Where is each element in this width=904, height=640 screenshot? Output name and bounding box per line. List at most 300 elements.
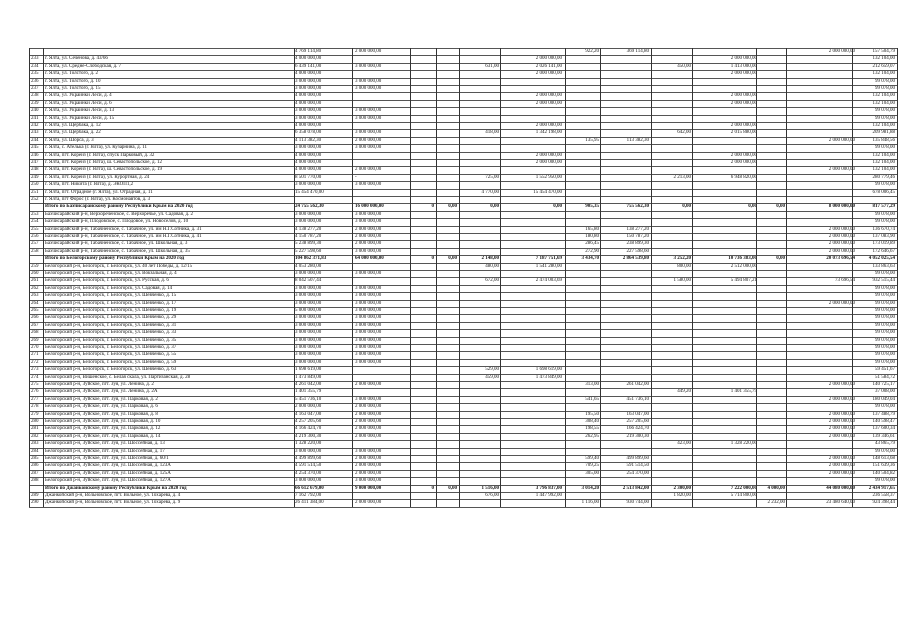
cell-c6 bbox=[436, 122, 458, 129]
table-row bbox=[0, 270, 904, 277]
cell-c5 bbox=[410, 100, 435, 107]
cell-c14 bbox=[786, 181, 856, 188]
cell-c14 bbox=[786, 92, 856, 99]
cell-c13 bbox=[756, 107, 786, 114]
cell-c5 bbox=[410, 314, 435, 321]
cell-c11: 800,00 bbox=[677, 263, 691, 269]
cell-c15: 132 104,00 bbox=[872, 71, 895, 77]
cell-c9 bbox=[566, 100, 600, 107]
cell-c4: 2 000 000,00 bbox=[355, 226, 382, 232]
cell-c8 bbox=[500, 344, 563, 351]
cell-n: 256 bbox=[31, 234, 39, 239]
cell-c15: 132 104,00 bbox=[872, 100, 895, 106]
cell-c15: 99 078,00 bbox=[875, 108, 895, 114]
cell-c5 bbox=[410, 218, 435, 225]
row-divider bbox=[29, 263, 897, 264]
cell-c9 bbox=[566, 115, 600, 122]
cell-n: 247 bbox=[31, 160, 39, 165]
row-divider bbox=[29, 425, 897, 426]
cell-c12: 1 328 220,00 bbox=[730, 441, 757, 447]
cell-c5 bbox=[410, 470, 435, 477]
cell-c7 bbox=[460, 381, 500, 388]
cell-c3: 4 000 000,00 bbox=[295, 123, 322, 128]
cell-c9 bbox=[566, 292, 600, 299]
cell-c3: 1 328 220,00 bbox=[295, 441, 322, 447]
cell-c14: 2 000 000,00 bbox=[828, 49, 855, 54]
cell-n: 266 bbox=[31, 315, 39, 321]
table-row bbox=[0, 189, 904, 196]
cell-c15: 932 515,44 bbox=[872, 278, 895, 284]
cell-c15: 136 670,74 bbox=[872, 226, 895, 232]
cell-c8: 2 000 000,00 bbox=[535, 123, 562, 128]
cell-c9: 262,95 bbox=[585, 433, 599, 439]
cell-c14 bbox=[786, 100, 856, 107]
cell-c6 bbox=[436, 115, 458, 122]
cell-c11 bbox=[652, 448, 692, 455]
cell-c12 bbox=[692, 344, 758, 351]
cell-c8 bbox=[500, 48, 563, 55]
table-row bbox=[0, 307, 904, 314]
cell-c4: 3 000 000,00 bbox=[355, 285, 382, 291]
cell-c12 bbox=[692, 425, 758, 432]
cell-c6 bbox=[436, 359, 458, 366]
cell-c10 bbox=[600, 285, 650, 292]
cell-c13 bbox=[756, 425, 786, 432]
cell-c13 bbox=[756, 307, 786, 314]
row-divider bbox=[29, 507, 897, 508]
subtotal-row bbox=[0, 255, 904, 262]
cell-c5 bbox=[410, 292, 435, 299]
cell-n: 244 bbox=[31, 137, 39, 143]
cell-c4 bbox=[354, 100, 410, 107]
cell-n: 236 bbox=[31, 78, 39, 84]
cell-c15: 99 078,00 bbox=[875, 448, 895, 454]
cell-c10 bbox=[600, 159, 650, 166]
cell-c6 bbox=[436, 292, 458, 299]
cell-c13 bbox=[756, 433, 786, 440]
cell-c15: 99 078,00 bbox=[875, 145, 895, 151]
cell-c15: 99 078,00 bbox=[875, 78, 895, 84]
table-row bbox=[0, 144, 904, 151]
cell-c8: 1 541 280,00 bbox=[535, 263, 562, 269]
table-row bbox=[0, 218, 904, 225]
cell-c8: 1 552 950,00 bbox=[535, 174, 562, 180]
column-divider bbox=[756, 48, 757, 507]
table-row bbox=[0, 211, 904, 218]
column-divider bbox=[786, 48, 787, 507]
cell-c10: 2 513 842,00 bbox=[622, 485, 649, 491]
cell-addr: Белогорский р-н, Зуйское, пгт. Зуя, ул. Шоссейная, д. 123А bbox=[45, 463, 171, 469]
cell-c8 bbox=[500, 499, 563, 506]
cell-c3: 4 000 000,00 bbox=[295, 56, 322, 62]
table-row bbox=[0, 70, 904, 77]
cell-c6 bbox=[436, 174, 458, 181]
cell-c11 bbox=[652, 240, 692, 247]
cell-c14: 2 000 000,00 bbox=[828, 248, 855, 254]
cell-c11 bbox=[652, 48, 692, 55]
cell-c5 bbox=[410, 129, 435, 136]
cell-n: 248 bbox=[31, 167, 39, 173]
cell-addr: Белогорский р-н, Зуйское, пгт. Зуя, ул. Парковая, д. 14 bbox=[45, 433, 161, 439]
cell-c14: 2 000 000,00 bbox=[828, 234, 855, 239]
cell-c14 bbox=[786, 388, 856, 395]
cell-c10 bbox=[600, 100, 650, 107]
cell-c6 bbox=[436, 351, 458, 358]
cell-addr: Бахчисарайский р-н, Верхореченское, с. Верхоречье, ул. Садовая, д. 2 bbox=[45, 211, 193, 217]
cell-c12 bbox=[692, 374, 758, 381]
cell-c12: 1 413 000,00 bbox=[730, 63, 757, 69]
cell-c4: 64 000 000,00 bbox=[355, 256, 384, 262]
cell-c6 bbox=[436, 144, 458, 151]
cell-c7 bbox=[460, 159, 500, 166]
table-row bbox=[0, 455, 904, 462]
cell-c13 bbox=[756, 351, 786, 358]
cell-c7 bbox=[460, 307, 500, 314]
cell-c13 bbox=[756, 403, 786, 410]
cell-c6 bbox=[436, 374, 458, 381]
cell-c11 bbox=[652, 344, 692, 351]
cell-c15: 99 078,00 bbox=[875, 330, 895, 336]
cell-c13 bbox=[756, 381, 786, 388]
cell-c15: 99 078,00 bbox=[875, 285, 895, 291]
cell-c13 bbox=[756, 477, 786, 484]
cell-c8 bbox=[500, 470, 563, 477]
table-row bbox=[0, 477, 904, 484]
table-row bbox=[0, 285, 904, 292]
cell-c5 bbox=[410, 233, 435, 240]
cell-c5 bbox=[410, 152, 435, 159]
cell-n bbox=[30, 48, 42, 55]
cell-c5 bbox=[410, 374, 435, 381]
cell-c9 bbox=[566, 107, 600, 114]
cell-n: 235 bbox=[31, 71, 39, 77]
cell-c7 bbox=[460, 218, 500, 225]
cell-c9 bbox=[566, 366, 600, 373]
cell-c10: 138 277,20 bbox=[626, 226, 649, 232]
cell-c3: 6 358 078,00 bbox=[295, 130, 322, 136]
row-divider bbox=[29, 418, 897, 419]
row-divider bbox=[29, 351, 897, 352]
cell-c15: 99 078,00 bbox=[875, 337, 895, 343]
cell-c15: 99 078,00 bbox=[875, 293, 895, 299]
cell-c5 bbox=[410, 388, 435, 395]
cell-c6 bbox=[436, 48, 458, 55]
cell-addr: Белогорский р-н, Зуйское, пгт. Зуя, ул. Парковая, д. 8 bbox=[45, 411, 158, 417]
cell-c5 bbox=[410, 55, 435, 62]
row-divider bbox=[29, 477, 897, 478]
cell-n: 276 bbox=[31, 389, 39, 395]
cell-c11 bbox=[652, 292, 692, 299]
cell-c8 bbox=[500, 329, 563, 336]
cell-c10 bbox=[600, 174, 650, 181]
cell-c14: 23 480 640,00 bbox=[826, 500, 855, 506]
cell-n: 271 bbox=[31, 352, 39, 358]
cell-c14 bbox=[786, 322, 856, 329]
row-divider bbox=[29, 492, 897, 493]
cell-addr: г. Ялта, ул. Сеченова, д. 43/66 bbox=[45, 56, 108, 62]
cell-c3: 4 163 047,00 bbox=[295, 411, 322, 417]
cell-n: 289 bbox=[31, 493, 39, 498]
cell-c6 bbox=[436, 499, 458, 506]
cell-c8 bbox=[500, 477, 563, 484]
cell-addr: Белогорский р-н, Белогорск, г. Белогорск, ул. Шевченко, д. 59 bbox=[45, 359, 177, 365]
cell-c9 bbox=[566, 70, 600, 77]
cell-c11 bbox=[652, 455, 692, 462]
table-row bbox=[0, 107, 904, 114]
cell-c7: 725,00 bbox=[485, 174, 499, 180]
cell-c11 bbox=[652, 115, 692, 122]
cell-c6 bbox=[436, 329, 458, 336]
cell-c15: 51 584,72 bbox=[875, 374, 895, 380]
cell-c4: 3 000 000,00 bbox=[355, 308, 382, 313]
cell-c12 bbox=[692, 351, 758, 358]
cell-c9 bbox=[566, 477, 600, 484]
cell-c7 bbox=[460, 499, 500, 506]
cell-c7: 529,00 bbox=[485, 367, 499, 373]
cell-c8 bbox=[500, 403, 563, 410]
cell-c8 bbox=[500, 448, 563, 455]
column-divider bbox=[852, 48, 853, 507]
cell-c11 bbox=[652, 78, 692, 85]
cell-c15: 132 104,00 bbox=[872, 56, 895, 62]
cell-c5 bbox=[410, 63, 435, 70]
cell-c12 bbox=[692, 462, 758, 469]
cell-c10: 2 864 539,80 bbox=[622, 256, 649, 262]
cell-c10 bbox=[600, 329, 650, 336]
cell-c11: 1 820,00 bbox=[673, 493, 691, 498]
cell-c6 bbox=[436, 70, 458, 77]
cell-c11 bbox=[652, 166, 692, 173]
row-divider bbox=[29, 285, 897, 286]
cell-c13 bbox=[756, 129, 786, 136]
cell-c11 bbox=[652, 218, 692, 225]
cell-n: 270 bbox=[31, 345, 39, 350]
cell-c7: 2 148,00 bbox=[481, 256, 499, 262]
cell-c10 bbox=[600, 351, 650, 358]
cell-c5 bbox=[410, 137, 435, 144]
cell-c3: 4 138 277,20 bbox=[295, 226, 322, 232]
cell-addr: Белогорский р-н, Вишенское, с. Белая скала, ул. Партизанская, д. 28 bbox=[45, 374, 191, 380]
column-divider bbox=[294, 48, 295, 507]
cell-c10 bbox=[600, 92, 650, 99]
cell-c15: 132 104,00 bbox=[872, 160, 895, 165]
cell-c11 bbox=[652, 433, 692, 440]
cell-c3: 3 000 000,00 bbox=[295, 448, 322, 454]
cell-c13 bbox=[756, 159, 786, 166]
cell-c11 bbox=[652, 329, 692, 336]
cell-c3: 3 000 000,00 bbox=[295, 145, 322, 151]
cell-c10 bbox=[600, 263, 650, 270]
row-divider bbox=[29, 499, 897, 500]
cell-c7: 418,00 bbox=[485, 130, 499, 136]
column-divider bbox=[459, 48, 460, 507]
cell-c12 bbox=[692, 329, 758, 336]
cell-c12 bbox=[692, 499, 758, 506]
cell-c6 bbox=[436, 344, 458, 351]
cell-c15: 99 078,00 bbox=[875, 271, 895, 276]
cell-c8: 2 000 000,00 bbox=[535, 71, 562, 77]
cell-c9 bbox=[566, 181, 600, 188]
cell-c9 bbox=[566, 196, 600, 203]
table-row bbox=[0, 300, 904, 307]
row-divider bbox=[29, 174, 897, 175]
cell-c9: 313,00 bbox=[585, 382, 599, 387]
cell-c10 bbox=[600, 181, 650, 188]
cell-c3: 3 000 000,00 bbox=[295, 182, 322, 188]
cell-c9 bbox=[566, 322, 600, 329]
row-divider bbox=[29, 403, 897, 404]
cell-c15: 132 104,00 bbox=[872, 123, 895, 128]
cell-n: 277 bbox=[31, 396, 39, 402]
cell-c12: 7 222 000,00 bbox=[730, 485, 757, 491]
row-divider bbox=[29, 366, 897, 367]
cell-c6 bbox=[436, 226, 458, 233]
cell-c12: 2 000 000,00 bbox=[730, 71, 757, 77]
cell-c4 bbox=[354, 122, 410, 129]
row-divider bbox=[29, 248, 897, 249]
cell-c13 bbox=[756, 455, 786, 462]
cell-c9: 305,00 bbox=[585, 470, 599, 476]
cell-c13 bbox=[756, 462, 786, 469]
row-divider bbox=[29, 203, 897, 204]
cell-c13 bbox=[756, 388, 786, 395]
cell-c14 bbox=[786, 403, 856, 410]
cell-c10 bbox=[600, 211, 650, 218]
cell-c13 bbox=[756, 322, 786, 329]
cell-c5 bbox=[410, 48, 435, 55]
cell-c3: 3 000 000,00 bbox=[295, 330, 322, 336]
cell-c14 bbox=[786, 129, 856, 136]
cell-c14: 2 000 000,00 bbox=[828, 226, 855, 232]
cell-c6 bbox=[436, 307, 458, 314]
cell-c6 bbox=[436, 403, 458, 410]
cell-c10 bbox=[600, 218, 650, 225]
cell-c9 bbox=[566, 270, 600, 277]
cell-c13 bbox=[756, 344, 786, 351]
cell-c7 bbox=[460, 403, 500, 410]
table-row bbox=[0, 159, 904, 166]
cell-c3: 4 000 000,00 bbox=[295, 93, 322, 99]
cell-c10: 257 205,60 bbox=[626, 419, 649, 424]
cell-addr: Белогорский р-н, Белогорск, г. Белогорск, ул. Шевченко, д. 17 bbox=[45, 300, 177, 306]
cell-c9 bbox=[566, 211, 600, 218]
cell-c14 bbox=[786, 492, 856, 499]
cell-addr: Итого по Белогорскому району Республики Крым на 2020 год bbox=[45, 256, 185, 262]
cell-c9 bbox=[566, 92, 600, 99]
cell-addr: Белогорский р-н, Белогорск, г. Белогорск, ул. Шевченко, д. 35 bbox=[45, 337, 177, 343]
cell-n: 268 bbox=[31, 330, 39, 336]
cell-c5 bbox=[410, 448, 435, 455]
cell-c4: 3 000 000,00 bbox=[355, 359, 382, 365]
cell-c15: 99 078,00 bbox=[875, 308, 895, 313]
cell-c14 bbox=[786, 70, 856, 77]
cell-c4: 2 000 000,00 bbox=[355, 49, 382, 54]
cell-c11: 3 252,20 bbox=[673, 256, 691, 262]
table-row bbox=[0, 78, 904, 85]
cell-addr: Джанкойский р-н, Вольновское, пгт. Вольное, ул. Тохарева, д. 4 bbox=[45, 493, 181, 498]
cell-c3: 2 000 000,00 bbox=[295, 404, 322, 410]
cell-c15: 99 078,00 bbox=[875, 115, 895, 121]
cell-c9 bbox=[566, 403, 600, 410]
cell-c15: 280 779,46 bbox=[872, 174, 895, 180]
cell-c8 bbox=[500, 85, 563, 92]
cell-c7 bbox=[460, 396, 500, 403]
cell-c13 bbox=[756, 374, 786, 381]
cell-c14 bbox=[786, 359, 856, 366]
cell-addr: г. Ялта, ул. Украинки Леси, д. 4 bbox=[45, 93, 112, 99]
cell-addr: Белогорский р-н, Зуйское, пгт. Зуя, ул. Парковая, д. 10 bbox=[45, 419, 161, 424]
cell-c7 bbox=[460, 70, 500, 77]
cell-c13 bbox=[756, 233, 786, 240]
cell-addr: г. Ялта, пгт. Кореиз (г. Ялта), ул. Курортная, д. 24 bbox=[45, 174, 150, 180]
cell-c4: 16 000 000,00 bbox=[355, 204, 384, 210]
cell-c14 bbox=[786, 307, 856, 314]
cell-c3: 4 000 000,00 bbox=[295, 152, 322, 158]
cell-c9 bbox=[566, 166, 600, 173]
cell-c7: 459,00 bbox=[485, 374, 499, 380]
cell-c6 bbox=[436, 448, 458, 455]
table-row bbox=[0, 181, 904, 188]
cell-c6 bbox=[436, 78, 458, 85]
cell-addr: г. Ялта, пгт Форос (г. Ялта), ул. Космонавтов, д. 3 bbox=[45, 197, 151, 202]
cell-c10 bbox=[600, 107, 650, 114]
cell-c12 bbox=[692, 285, 758, 292]
cell-c11 bbox=[652, 403, 692, 410]
cell-c12 bbox=[692, 270, 758, 277]
cell-c7: 480,00 bbox=[485, 263, 499, 269]
cell-c4 bbox=[354, 388, 410, 395]
row-divider bbox=[29, 70, 897, 71]
cell-c5 bbox=[410, 403, 435, 410]
cell-c3: 3 000 000,00 bbox=[295, 478, 322, 484]
cell-c6 bbox=[436, 189, 458, 196]
cell-c9: 135,95 bbox=[585, 137, 599, 143]
cell-c4: 3 000 000,00 bbox=[355, 478, 382, 484]
column-divider bbox=[651, 48, 652, 507]
table-row bbox=[0, 240, 904, 247]
table-row bbox=[0, 470, 904, 477]
cell-c14: 2 000 000,00 bbox=[828, 456, 855, 461]
cell-c3: 5 227 598,60 bbox=[295, 248, 322, 254]
cell-c8 bbox=[500, 440, 563, 447]
cell-c7 bbox=[460, 248, 500, 255]
cell-c6 bbox=[436, 366, 458, 373]
cell-c12 bbox=[692, 107, 758, 114]
cell-c13 bbox=[756, 189, 786, 196]
row-divider bbox=[29, 470, 897, 471]
cell-c11 bbox=[652, 322, 692, 329]
row-divider bbox=[29, 211, 897, 212]
cell-c4: 3 000 000,00 bbox=[355, 345, 382, 350]
cell-c9: 272,90 bbox=[585, 248, 599, 254]
cell-c3: 4 000 000,00 bbox=[295, 160, 322, 165]
cell-c10: 591 514,50 bbox=[626, 463, 649, 469]
cell-c11 bbox=[652, 137, 692, 144]
cell-n: 287 bbox=[31, 470, 39, 476]
row-divider bbox=[29, 322, 897, 323]
cell-c5 bbox=[410, 477, 435, 484]
cell-c14: 2 000 000,00 bbox=[828, 137, 855, 143]
cell-c10 bbox=[600, 270, 650, 277]
cell-c12 bbox=[692, 359, 758, 366]
cell-c3: 4 591 514,50 bbox=[295, 463, 322, 469]
cell-c15: 678 006,45 bbox=[872, 189, 895, 195]
cell-c4: 3 000 000,00 bbox=[355, 396, 382, 402]
cell-c10: 166 424,70 bbox=[626, 426, 649, 432]
row-divider bbox=[29, 226, 897, 227]
cell-c7 bbox=[460, 425, 500, 432]
cell-c13 bbox=[756, 166, 786, 173]
